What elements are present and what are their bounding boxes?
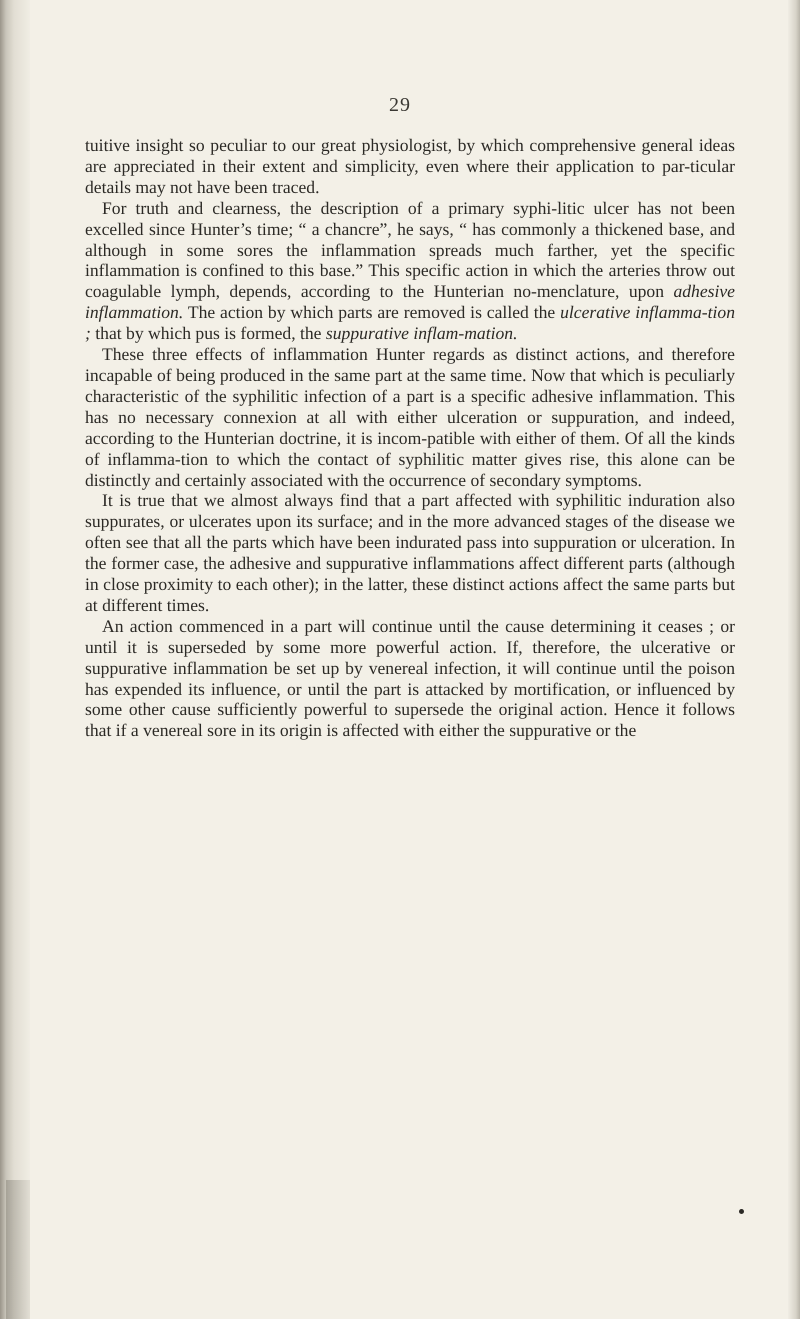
italic-term: ulcerative inflamma-tion ; xyxy=(85,302,736,344)
italic-term: adhesive inflammation. xyxy=(85,281,735,323)
page-right-edge xyxy=(788,0,800,1319)
paragraph xyxy=(85,198,735,344)
text-run: that by which pus is formed, the xyxy=(90,323,326,344)
body-text xyxy=(85,135,735,741)
text-run: For truth and clearness, the description of a primary syphi-litic ulcer has not been excelled since Hunter’s time; “ a chancre”, he says, “ has commonly a thickened base, and although in some sores the inflammation spreads much farther, yet the specific inflammation is confined to this base.” This specific action in which the arteries throw out coagulable lymph, depends, according to the Hunterian no-menclature, upon xyxy=(85,197,735,302)
ink-speck xyxy=(739,1209,744,1214)
italic-term: suppurative inflam-mation. xyxy=(325,323,518,344)
paragraph xyxy=(85,135,735,198)
text-run: An action commenced in a part will continue until the cause determining it ceases ; or until it is superseded by some more powerful action. If, therefore, the ulcerative or suppurative inflammation be set up by venereal infection, it will continue until the poison has expended its influence, or until the part is attacked by mortification, or influenced by some other cause sufficiently powerful to supersede the original action. Hence it follows that if a venereal sore in its origin is affected with either the suppurative or the xyxy=(85,615,735,741)
text-run: tuitive insight so peculiar to our great physiologist, by which comprehensive general ideas are appreciated in their extent and simplicity, even where their application to par-ticular details may not have been traced. xyxy=(85,135,735,197)
text-run: The action by which parts are removed is called the xyxy=(183,302,561,323)
paragraph xyxy=(85,344,735,490)
page-number: 29 xyxy=(389,94,411,116)
paragraph xyxy=(85,616,735,741)
page-binding-edge xyxy=(0,0,30,1319)
text-run: These three effects of inflammation Hunter regards as distinct actions, and therefore incapable of being produced in the same part at the same time. Now that which is peculiarly characteristic of the syphilitic infection of a part is a specific adhesive inflammation. This has no necessary connexion at all with either ulceration or suppuration, and indeed, according to the Hunterian doctrine, it is incom-patible with either of them. Of all the kinds of inflamma-tion to which the contact of syphilitic matter gives rise, this alone can be distinctly and certainly associated with the occurrence of secondary symptoms. xyxy=(85,344,735,490)
text-run: It is true that we almost always find that a part affected with syphilitic induration also suppurates, or ulcerates upon its surface; and in the more advanced stages of the disease we often see that all the parts which have been indurated pass into suppuration or ulceration. In the former case, the adhesive and suppurative inflammations affect different parts (although in close proximity to each other); in the latter, these distinct actions affect the same parts but at different times. xyxy=(85,490,735,615)
paragraph xyxy=(85,490,735,615)
